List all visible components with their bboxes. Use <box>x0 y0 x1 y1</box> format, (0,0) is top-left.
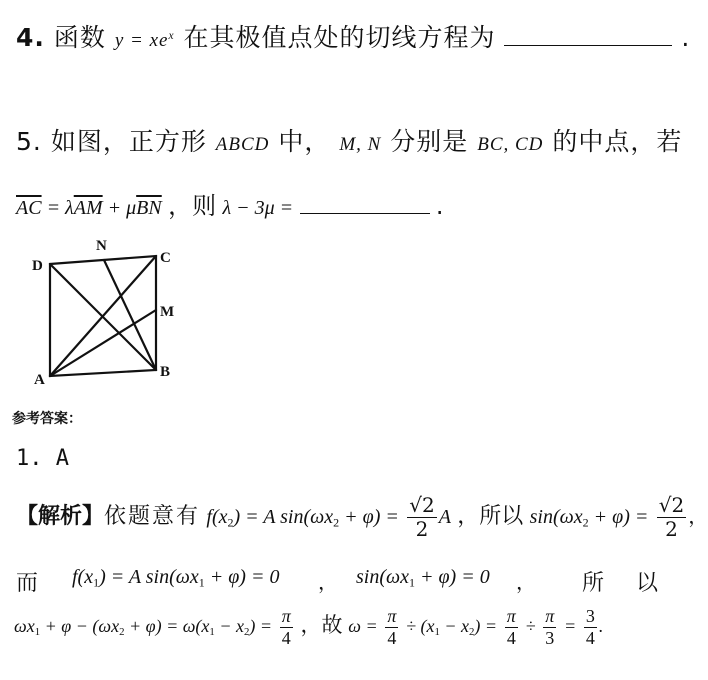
solution-line-2 <box>16 566 659 597</box>
question-4 <box>16 18 690 54</box>
segment-am <box>50 310 156 376</box>
question-text: 函数 <box>53 23 106 52</box>
fraction-pi-over-4: $\frac{\pi}{4}$ <box>387 606 397 648</box>
fraction-sqrt2-over-2: $\frac{√2}{2}$ <box>658 493 685 541</box>
solution-line-3 <box>14 606 603 648</box>
omega-equals: ω = <box>348 616 378 637</box>
fraction-pi-over-4: $\frac{\pi}{4}$ <box>281 606 291 648</box>
vector-ac: $\overline{AC}$ <box>16 197 42 219</box>
question-text: 分别是 <box>390 127 469 156</box>
question-text: 如图，正方形 <box>50 127 207 156</box>
question-text: ，则 <box>168 192 217 220</box>
solution-tag: 【解析】 <box>16 504 105 529</box>
vector-am: $\overline{AM}$ <box>73 197 103 219</box>
label-a: A <box>34 372 45 388</box>
solution-text: 所 <box>582 571 605 596</box>
label-d: D <box>32 258 43 274</box>
label-m: M <box>160 304 175 320</box>
formula-divide: ÷ $(x_1 - x_2)$ = <box>406 616 498 639</box>
divide-sign: ÷ <box>525 616 536 637</box>
square-name: ABCD <box>215 134 270 155</box>
fraction-sqrt2-over-2: $\frac{√2}{2}$ <box>409 493 435 541</box>
question-5 <box>16 122 682 158</box>
answers-heading: 参考答案： <box>12 411 82 427</box>
period: . <box>681 23 691 52</box>
equals-sign: = <box>563 616 577 637</box>
equals-lambda: = λ <box>41 197 74 219</box>
solution-line-1 <box>16 494 708 541</box>
expression: λ − 3μ = <box>222 197 294 219</box>
answer-blank[interactable] <box>300 213 430 214</box>
period: . <box>598 616 604 637</box>
solution-text: 而 <box>16 571 39 596</box>
solution-text: ，所以 <box>457 504 524 529</box>
comma: ， <box>318 570 338 594</box>
segment-bd <box>50 264 156 370</box>
points-mn: M, N <box>339 134 382 155</box>
label-n: N <box>96 238 107 254</box>
formula-f-x1: $f(x_1) = A$ $\sin(\omega x_1 + \varphi) = 0$ <box>72 566 280 590</box>
solution-text: 以 <box>636 571 659 596</box>
amplitude-a: A <box>438 506 451 528</box>
question-number: 4. <box>16 23 45 52</box>
solution-text: 依题意有 <box>104 504 201 529</box>
formula-sin-x1: $\sin(\omega x_1 + \varphi) = 0$ <box>356 566 490 590</box>
formula-phase-difference: $\omega x_1 + \varphi - (\omega x_2 + \varphi) = \omega(x_1 - x_2)$ = <box>14 616 272 639</box>
question-text: 中， <box>278 127 331 156</box>
fraction-3-over-4: $\frac{3}{4}$ <box>585 606 595 648</box>
plus-mu: + μ <box>102 197 137 219</box>
comma: ， <box>516 570 536 594</box>
answer-1: 1. A <box>16 446 69 471</box>
sides-bc-cd: BC, CD <box>477 134 544 155</box>
period: . <box>435 192 444 220</box>
label-c: C <box>160 250 171 266</box>
fraction-pi-over-3: $\frac{\pi}{3}$ <box>545 606 555 648</box>
vector-bn: $\overline{BN}$ <box>136 197 162 219</box>
question-5-line-2 <box>16 186 444 221</box>
question-number: 5. <box>16 127 42 156</box>
fraction-pi-over-4: $\frac{\pi}{4}$ <box>506 606 516 648</box>
question-text: 的中点，若 <box>552 127 683 156</box>
formula-f-x2: $f(x_2) = A$ $\sin(\omega x_2 + \varphi)$ = <box>206 506 399 530</box>
question-text: 在其极值点处的切线方程为 <box>183 23 496 52</box>
square-figure <box>28 232 188 392</box>
solution-text: ，故 <box>300 613 343 638</box>
comma: ， <box>688 504 708 528</box>
formula-sin-x2: $\sin(\omega x_2 + \varphi)$ = <box>529 506 649 530</box>
answer-blank[interactable] <box>504 45 672 46</box>
label-b: B <box>160 364 171 380</box>
function-formula: $y = xe^x$ <box>114 30 175 51</box>
